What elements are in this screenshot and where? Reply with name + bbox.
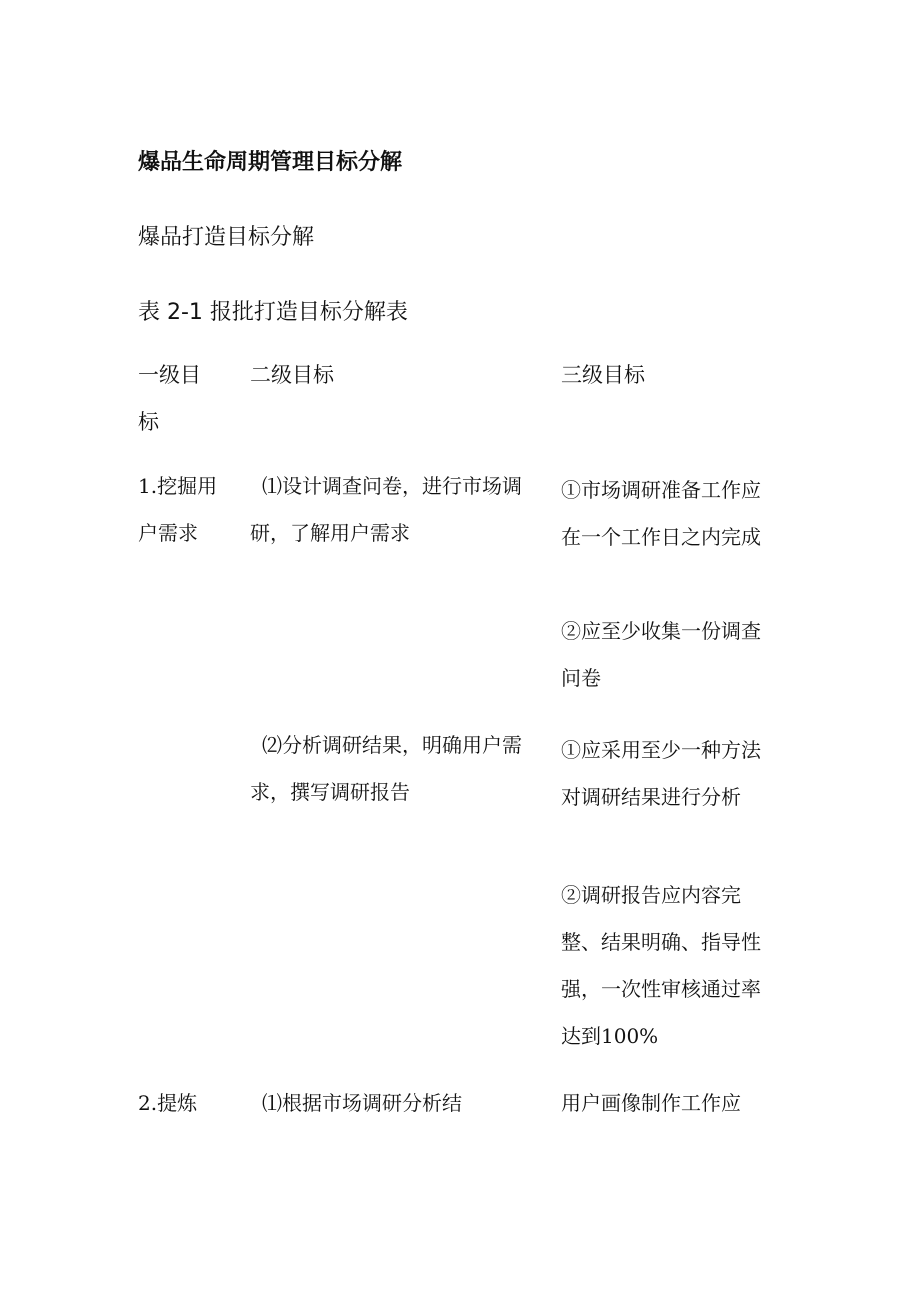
row1-level3-item1: ①市场调研准备工作应在一个工作日之内完成 bbox=[561, 478, 761, 549]
row3-level3-item1: 用户画像制作工作应 bbox=[561, 1091, 741, 1115]
section-subtitle: 爆品打造目标分解 bbox=[138, 225, 315, 250]
row2-level3-item1: ①应采用至少一种方法对调研结果进行分析 bbox=[561, 738, 761, 809]
row3-level2-cell: ⑴根据市场调研分析结 bbox=[262, 1091, 462, 1115]
column-header-level1: 一级目标 bbox=[138, 363, 201, 434]
row3-level1-cell: 2.提炼 bbox=[138, 1091, 198, 1115]
document-title: 爆品生命周期管理目标分解 bbox=[138, 150, 403, 175]
column-header-level3: 三级目标 bbox=[561, 363, 645, 387]
row2-level3-item2: ②调研报告应内容完整、结果明确、指导性强，一次性审核通过率达到100% bbox=[561, 883, 761, 1048]
row1-level2-cell: ⑴设计调查问卷，进行市场调研，了解用户需求 bbox=[250, 474, 522, 545]
row2-level2-cell: ⑵分析调研结果，明确用户需求，撰写调研报告 bbox=[250, 733, 522, 804]
row1-level3-item2: ②应至少收集一份调查问卷 bbox=[561, 619, 761, 690]
column-header-level2: 二级目标 bbox=[250, 363, 334, 387]
table-caption: 表 2-1 报批打造目标分解表 bbox=[138, 300, 408, 325]
row1-level1-cell: 1.挖掘用户需求 bbox=[138, 474, 218, 545]
